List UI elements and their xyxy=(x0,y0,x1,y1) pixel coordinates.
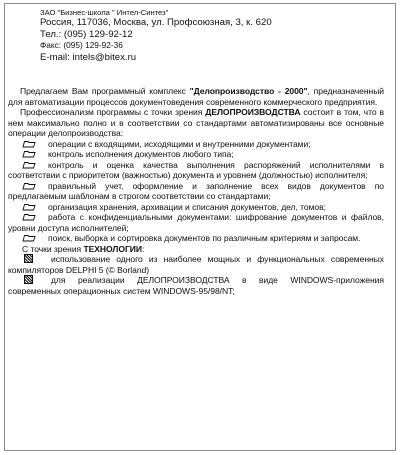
technology-text: использование одного из наиболее мощных и функциональных современных компиляторов DELPHI 5 (© Borland) xyxy=(8,254,384,275)
operation-item xyxy=(8,212,384,233)
operation-item xyxy=(8,233,384,244)
operation-item xyxy=(8,160,384,181)
folder-icon xyxy=(22,140,36,148)
operation-text: контроль и оценка качества выполнения распоряжений исполнителями в соответствии с приоритетом (важностью) документа и уровнем (должностью) исполнителя; xyxy=(8,159,384,180)
technology-keyword: ТЕХНОЛОГИИ xyxy=(83,243,142,254)
intro-paragraph xyxy=(8,86,384,107)
profession-paragraph xyxy=(8,107,384,139)
folder-icon xyxy=(22,150,36,158)
product-name: "Делопроизводство - 2000" xyxy=(189,86,308,96)
operation-item xyxy=(8,202,384,213)
operation-text: работа с конфиденциальными документами: шифрование документов и файлов, уровни доступа исполнителей; xyxy=(8,212,384,233)
folder-icon xyxy=(22,182,36,190)
operation-text: поиск, выборка и сортировка документов по различным критериям и запросам. xyxy=(48,233,361,243)
folder-icon xyxy=(22,213,36,221)
technology-item xyxy=(8,254,384,275)
intro-text-cont: , предназначенный для автоматизации процессов документоведения современного коммерческого предприятия. xyxy=(8,86,385,107)
technology-text: для реализации ДЕЛОПРОИЗВОДСТВА в виде WINDOWS-приложения современных операционных систем WINDOWS-95/98/NT; xyxy=(8,275,384,296)
operation-item xyxy=(8,149,384,160)
folder-icon xyxy=(22,234,36,242)
intro-text: Предлагаем Вам программный комплекс xyxy=(20,86,190,96)
technology-colon: : xyxy=(141,243,145,254)
technology-heading-text: С точки зрения xyxy=(22,243,84,254)
technology-item xyxy=(8,275,384,296)
profession-keyword: ДЕЛОПРОИЗВОДСТВА xyxy=(205,107,301,117)
bullet-square-icon xyxy=(24,275,33,284)
document-body xyxy=(8,86,384,296)
company-name: ЗАО "Бизнес-школа " Интел-Синтез" xyxy=(40,8,169,17)
operation-text: организация хранения, архивации и списания документов, дел, томов; xyxy=(48,201,326,212)
profession-text: Профессионализм программы с точки зрения xyxy=(20,107,206,117)
folder-icon xyxy=(22,203,36,211)
address-block xyxy=(40,8,272,63)
operation-text: правильный учет, оформление и заполнение всех видов документов по предлагаемым шаблонам в строгом соответствии со стандартами; xyxy=(8,180,384,201)
technology-heading xyxy=(8,244,384,255)
operation-text: операции с входящими, исходящими и внутренними документами; xyxy=(48,138,311,149)
phone-line: Тел.: (095) 129-92-12 xyxy=(40,28,133,40)
bullet-square-icon xyxy=(24,254,33,263)
operation-text: контроль исполнения документов любого типа; xyxy=(48,149,234,159)
profession-text-cont: состоит в том, что в нем максимально полно и в соответствии со стандартами автоматизированы все основные операции делопроизводства: xyxy=(8,107,384,138)
folder-icon xyxy=(22,161,36,169)
operation-item xyxy=(8,139,384,150)
address-line: Россия, 117036, Москва, ул. Профсоюзная, 3, к. 620 xyxy=(40,17,272,28)
operation-item xyxy=(8,181,384,202)
email-line: E-mail: intels@bitex.ru xyxy=(40,51,137,63)
fax-line: Факс: (095) 129-92-36 xyxy=(40,40,123,51)
